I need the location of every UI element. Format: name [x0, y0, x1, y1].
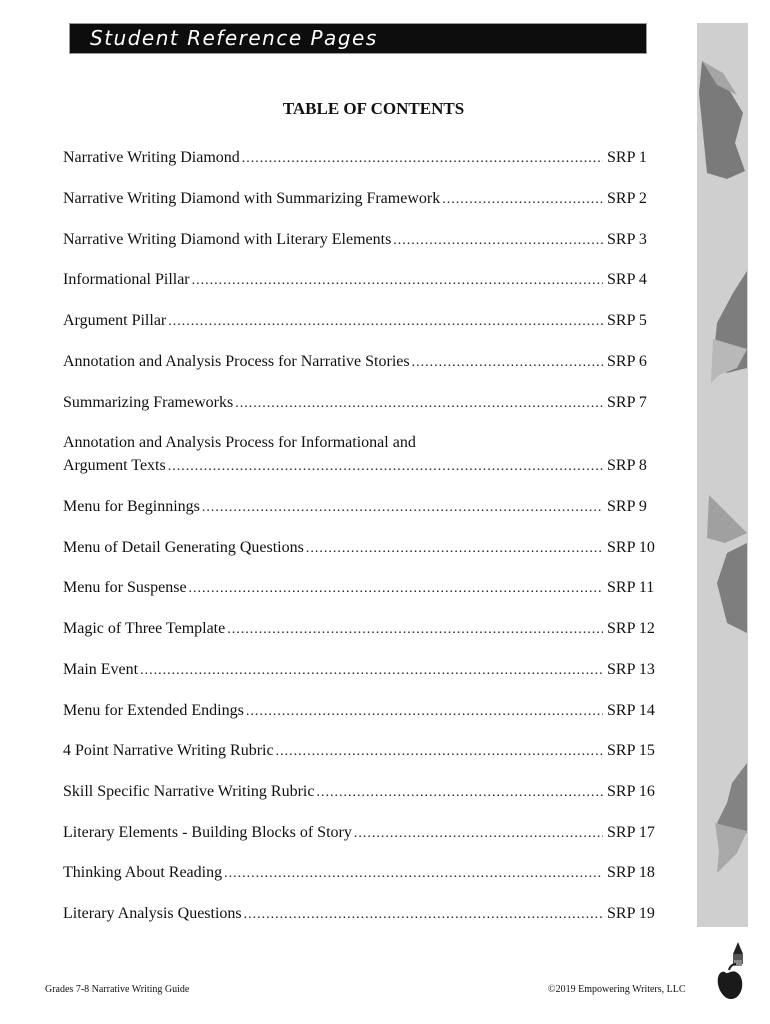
dot-leader: [235, 392, 603, 415]
toc-entry-label: Skill Specific Narrative Writing Rubric: [63, 783, 315, 800]
dot-leader: [412, 351, 603, 374]
toc-entry-label: 4 Point Narrative Writing Rubric: [63, 742, 274, 759]
toc-entry-label: Informational Pillar: [63, 271, 190, 288]
toc-entry[interactable]: [63, 309, 663, 333]
dot-leader: [354, 822, 603, 845]
torn-paper-decoration-icon: [697, 23, 748, 927]
toc-entry[interactable]: [63, 146, 663, 170]
dot-leader: [224, 862, 603, 885]
toc-entry-page: SRP 2: [607, 190, 647, 207]
toc-entry[interactable]: [63, 536, 663, 560]
dot-leader: [242, 147, 603, 170]
toc-entry[interactable]: [63, 268, 663, 292]
toc-entry[interactable]: [63, 699, 663, 723]
toc-entry[interactable]: [63, 576, 663, 600]
toc-entry-label-line1: Annotation and Analysis Process for Informational and: [63, 434, 416, 451]
footer-copyright: ©2019 Empowering Writers, LLC: [548, 984, 686, 995]
toc-entry-label: Narrative Writing Diamond: [63, 149, 240, 166]
toc-entry-page: SRP 3: [607, 231, 647, 248]
toc-entry-label: Narrative Writing Diamond with Literary Elements: [63, 231, 392, 248]
toc-entry-page: SRP 15: [607, 742, 655, 759]
toc-entry-label: Annotation and Analysis Process for Narrative Stories: [63, 353, 410, 370]
toc-entry-page: SRP 11: [607, 579, 655, 596]
dot-leader: [276, 740, 603, 763]
toc-entry[interactable]: [63, 658, 663, 682]
side-decoration-strip: [697, 23, 748, 927]
toc-entry-label: Narrative Writing Diamond with Summarizing Framework: [63, 190, 441, 207]
toc-entry-label: Argument Texts: [63, 457, 166, 474]
toc-entry-page: SRP 6: [607, 353, 647, 370]
toc-entry[interactable]: [63, 821, 663, 845]
toc-entry-page: SRP 19: [607, 905, 655, 922]
dot-leader: [306, 537, 603, 560]
toc-entry[interactable]: [63, 431, 663, 478]
dot-leader: [189, 577, 603, 600]
toc-entry-page: SRP 16: [607, 783, 655, 800]
dot-leader: [393, 229, 603, 252]
toc-entry-label: Menu of Detail Generating Questions: [63, 539, 304, 556]
dot-leader: [227, 618, 603, 641]
toc-entry[interactable]: [63, 350, 663, 374]
toc-entry-label: Menu for Extended Endings: [63, 702, 244, 719]
toc-entry[interactable]: [63, 902, 663, 926]
toc-entry-page: SRP 13: [607, 661, 655, 678]
toc-entry[interactable]: [63, 495, 663, 519]
toc-entry-page: SRP 14: [607, 702, 655, 719]
toc-entry-page: SRP 17: [607, 824, 655, 841]
toc-entry-page: SRP 5: [607, 312, 647, 329]
toc-entry-label: Magic of Three Template: [63, 620, 226, 637]
dot-leader: [168, 310, 603, 333]
dot-leader: [168, 455, 603, 478]
header-banner: [69, 23, 647, 54]
toc-entry-page: SRP 10: [607, 539, 655, 556]
toc-entry[interactable]: [63, 228, 663, 252]
toc-entry[interactable]: [63, 780, 663, 804]
toc-entry-page: SRP 1: [607, 149, 647, 166]
toc-entry-label: Main Event: [63, 661, 139, 678]
toc-entry[interactable]: [63, 187, 663, 211]
toc-entry-page: SRP 12: [607, 620, 655, 637]
toc-title: TABLE OF CONTENTS: [282, 99, 465, 118]
toc-entry-label: Thinking About Reading: [63, 864, 223, 881]
toc-entry-page: SRP 4: [607, 271, 647, 288]
toc-entry-page: SRP 18: [607, 864, 655, 881]
toc-entry-label: Summarizing Frameworks: [63, 394, 234, 411]
toc-entry[interactable]: [63, 617, 663, 641]
toc-entry-label: Menu for Beginnings: [63, 498, 200, 515]
dot-leader: [140, 659, 603, 682]
toc-entry-label: Literary Analysis Questions: [63, 905, 242, 922]
banner-title: Student Reference Pages: [90, 26, 378, 50]
toc-entry-label: Menu for Suspense: [63, 579, 187, 596]
toc-entry[interactable]: [63, 739, 663, 763]
dot-leader: [202, 496, 603, 519]
toc-entry-page: SRP 9: [607, 498, 647, 515]
toc-entry[interactable]: [63, 861, 663, 885]
pencil-apple-logo-icon: [714, 940, 750, 1002]
dot-leader: [244, 903, 603, 926]
toc-entry-label: Argument Pillar: [63, 312, 167, 329]
toc-entry-page: SRP 8: [607, 457, 647, 474]
footer-guide-title: Grades 7-8 Narrative Writing Guide: [45, 984, 190, 995]
dot-leader: [442, 188, 603, 211]
toc-entry-label: Literary Elements - Building Blocks of Story: [63, 824, 352, 841]
toc-entry[interactable]: [63, 391, 663, 415]
dot-leader: [316, 781, 603, 804]
dot-leader: [246, 700, 603, 723]
dot-leader: [192, 269, 603, 292]
toc-entry-page: SRP 7: [607, 394, 647, 411]
